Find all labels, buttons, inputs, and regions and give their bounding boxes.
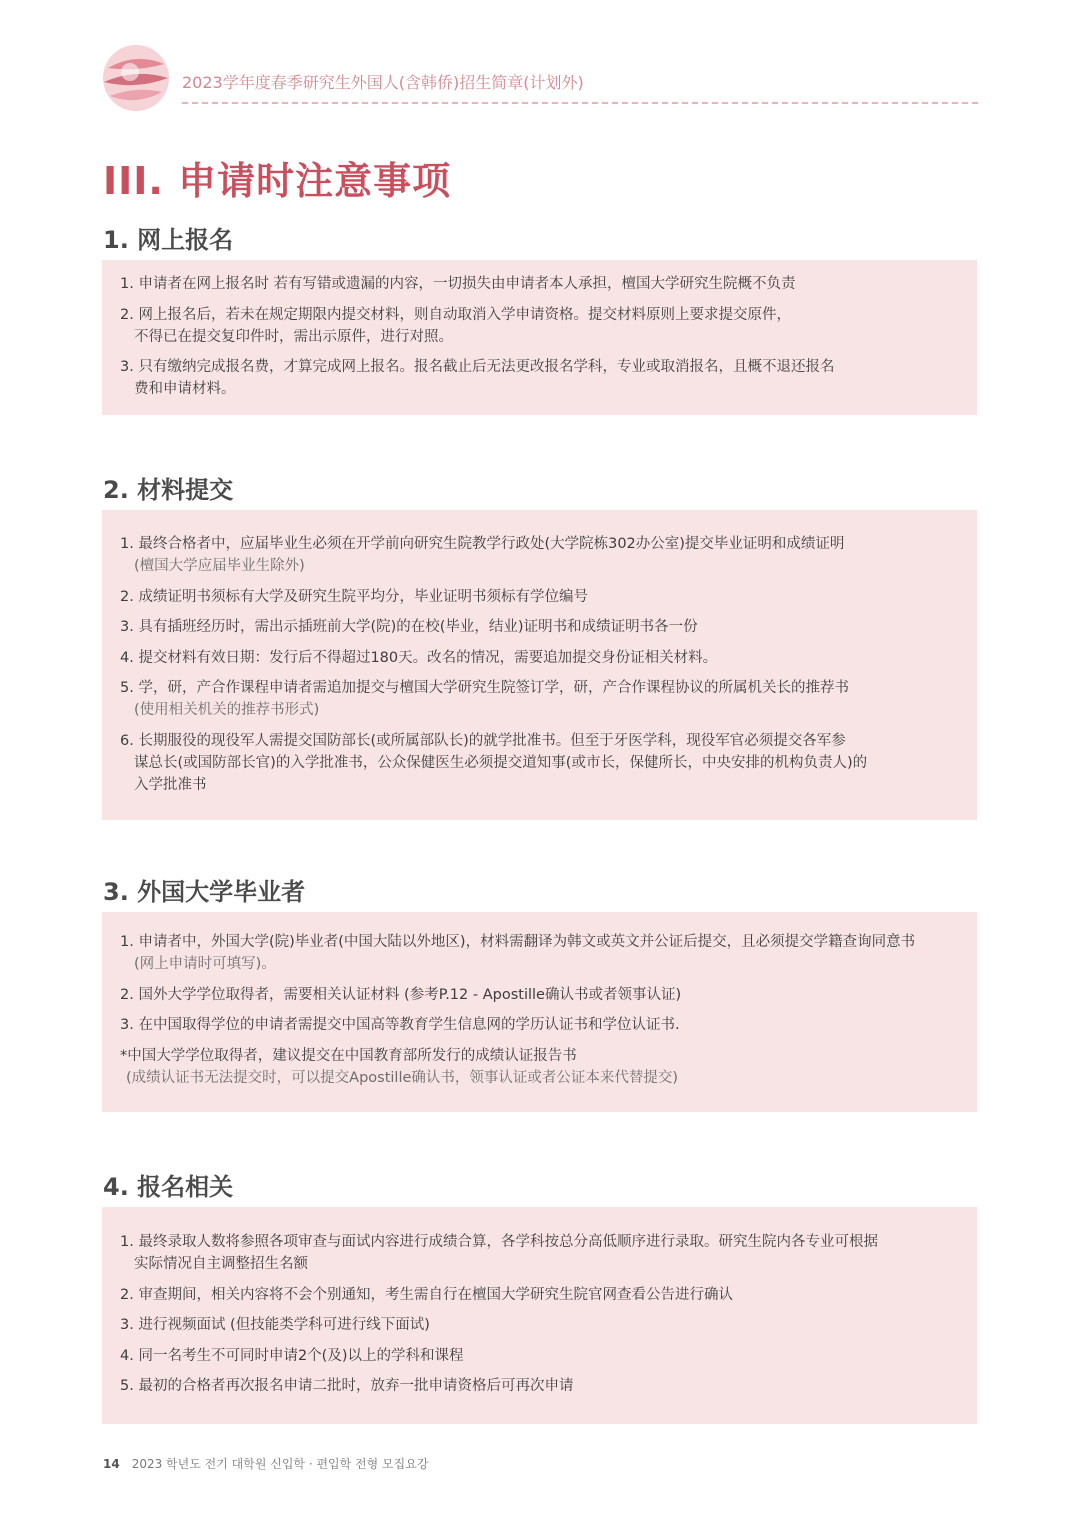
list-item: 3. 具有插班经历时，需出示插班前大学(院)的在校(毕业，结业)证明书和成绩证明书各一份 (120, 619, 698, 635)
section-heading-online-registration: 1. 网上报名 (103, 226, 234, 254)
list-item: 2. 成绩证明书须标有大学及研究生院平均分，毕业证明书须标有学位编号 (120, 588, 588, 605)
footer-text: 2023 학년도 전기 대학원 신입학 · 편입학 전형 모집요강 (131, 1457, 429, 1471)
logo-icon (100, 42, 172, 114)
page-number: 14 (103, 1457, 120, 1471)
list-item: 2. 网上报名后，若未在规定期限内提交材料，则自动取消入学申请资格。提交材料原则上要求提交原件， 不得已在提交复印件时，需出示原件，进行对照。 (120, 306, 791, 345)
note-china-degree: *中国大学学位取得者，建议提交在中国教育部所发行的成绩认证报告书 (成绩认证书无法提交时，可以提交Apostille确认书，领事认证或者公证本来代替提交) (120, 1047, 679, 1086)
list-item: 3. 进行视频面试 (但技能类学科可进行线下面试) (120, 1317, 430, 1333)
section-heading-foreign-graduates: 3. 外国大学毕业者 (103, 878, 306, 906)
section-box-online-registration (102, 260, 977, 415)
section-box-registration-related (102, 1207, 977, 1424)
list-item: 3. 在中国取得学位的申请者需提交中国高等教育学生信息网的学历认证书和学位认证书. (120, 1017, 680, 1033)
section-box-foreign-graduates (102, 912, 977, 1112)
list-item: 1. 申请者中，外国大学(院)毕业者(中国大陆以外地区)，材料需翻译为韩文或英文并公证后提交，且必须提交学籍查询同意书 (网上申请时可填写)。 (120, 934, 916, 972)
list-item: 1. 最终合格者中，应届毕业生必须在开学前向研究生院教学行政处(大学院栋302办公室)提交毕业证明和成绩证明 (檀国大学应届毕业生除外) (120, 536, 845, 574)
header-divider (182, 102, 978, 104)
section-box-materials (102, 510, 977, 820)
list-item: 3. 只有缴纳完成报名费，才算完成网上报名。报名截止后无法更改报名学科，专业或取消报名，且概不退还报名 费和申请材料。 (120, 359, 835, 397)
document-header-title: 2023学年度春季研究生外国人(含韩侨)招生简章(计划外) (182, 73, 584, 92)
section-heading-materials: 2. 材料提交 (103, 476, 234, 504)
list-item: 1. 最终录取人数将参照各项审查与面试内容进行成绩合算，各学科按总分高低顺序进行录取。研究生院内各专业可根据 实际情况自主调整招生名额 (120, 1234, 878, 1272)
section-heading-registration-related: 4. 报名相关 (103, 1173, 234, 1201)
list-item: 5. 最初的合格者再次报名申请二批时，放弃一批申请资格后可再次申请 (120, 1378, 574, 1394)
list-item: 4. 提交材料有效日期：发行后不得超过180天。改名的情况，需要追加提交身份证相关材料。 (120, 649, 718, 666)
list-item: 2. 国外大学学位取得者，需要相关认证材料 (参考P.12 - Apostille确认书或者领事认证) (120, 986, 682, 1003)
list-item: 6. 长期服役的现役军人需提交国防部长(或所属部队长)的就学批准书。但至于牙医学科，现役军官必须提交各军参 谋总长(或国防部长官)的入学批准书，公众保健医生必须提交道知事(或市长，保健所长，中央安排的机构负责人)的 入学批准书 (120, 732, 868, 793)
list-item: 5. 学，研，产合作课程申请者需追加提交与檀国大学研究生院签订学，研，产合作课程协议的所属机关长的推荐书 (使用相关机关的推荐书形式) (120, 680, 849, 718)
page-title: III. 申请时注意事项 (103, 159, 452, 203)
list-item: 2. 审查期间，相关内容将不会个别通知，考生需自行在檀国大学研究生院官网查看公告进行确认 (120, 1286, 733, 1303)
list-item: 1. 申请者在网上报名时 若有写错或遗漏的内容，一切损失由申请者本人承担，檀国大学研究生院概不负责 (120, 276, 796, 292)
list-item: 4. 同一名考生不可同时申请2个(及)以上的学科和课程 (120, 1347, 464, 1364)
page-footer (103, 1455, 428, 1472)
